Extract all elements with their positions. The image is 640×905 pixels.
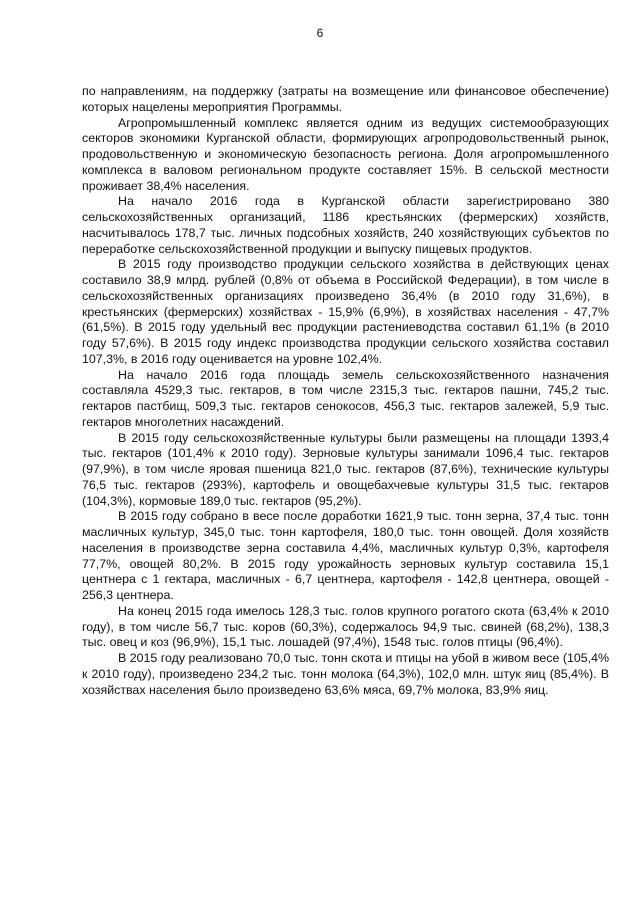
paragraph-registered-entities: На начало 2016 года в Курганской области зарегистрировано 380 сельскохозяйственных организаций, 1186 крестьянских (фермерских) хозяйств, насчитывалось 178,7 тыс. личных подсобных хозяйств, 240 хозяйствующих субъектов по переработке сельскохозяйственной продукции и выпуску пищевых продуктов. <box>82 194 609 256</box>
paragraph-intro-continuation: по направлениям, на поддержку (затраты на возмещение или финансовое обеспечение) которых нацелены мероприятия Программы. <box>82 84 609 114</box>
paragraph-agro-complex: Агропромышленный комплекс является одним из ведущих системообразующих секторов экономики Курганской области, формирующих агропродовольственный рынок, продовольственную и экономическую безопасность региона. Доля агропромышленного комплекса в валовом региональном продукте составляет 15%. В сельской местности проживает 38,4% населения. <box>82 115 609 193</box>
paragraph-production-2015: В 2015 году производство продукции сельского хозяйства в действующих ценах составило 38,9 млрд. рублей (0,8% от объема в Российской Федерации), в том числе в сельскохозяйственных организациях произведено 36,4% (в 2010 году 31,6%), в крестьянских (фермерских) хозяйствах - 15,9% (6,9%), в хозяйствах населения - 47,7% (61,5%). В 2015 году удельный вес продукции растениеводства составил 61,1% (в 2010 году 57,6%). В 2015 году индекс производства продукции сельского хозяйства составил 107,3%, в 2016 году оценивается на уровне 102,4%. <box>82 257 609 366</box>
page-number: 6 <box>316 26 324 40</box>
paragraph-harvest: В 2015 году собрано в весе после доработки 1621,9 тыс. тонн зерна, 37,4 тыс. тонн масличных культур, 345,0 тыс. тонн картофеля, 180,0 тыс. тонн овощей. Доля хозяйств населения в производстве зерна составила 4,4%, масличных культур 0,3%, картофеля 77,7%, овощей 80,2%. В 2015 году урожайность зерновых культур составила 15,1 центнера с 1 гектара, масличных - 6,7 центнера, картофеля - 142,8 центнера, овощей - 256,3 центнера. <box>82 509 609 602</box>
paragraph-livestock-output: В 2015 году реализовано 70,0 тыс. тонн скота и птицы на убой в живом весе (105,4% к 2010 году), произведено 234,2 тыс. тонн молока (64,3%), 102,0 млн. штук яиц (85,4%). В хозяйствах населения было произведено 63,6% мяса, 69,7% молока, 83,9% яиц. <box>82 651 609 697</box>
paragraph-livestock: На конец 2015 года имелось 128,3 тыс. голов крупного рогатого скота (63,4% к 2010 году), в том числе 56,7 тыс. коров (60,3%), содержалось 94,9 тыс. свиней (68,2%), 138,3 тыс. овец и коз (96,9%), 15,1 тыс. лошадей (97,4%), 1548 тыс. голов птицы (96,4%). <box>82 603 609 650</box>
document-body <box>82 84 609 698</box>
paragraph-land-area: На начало 2016 года площадь земель сельскохозяйственного назначения составляла 4529,3 тыс. гектаров, в том числе 2315,3 тыс. гектаров пашни, 745,2 тыс. гектаров пастбищ, 509,3 тыс. гектаров сенокосов, 456,3 тыс. гектаров залежей, 5,9 тыс. гектаров многолетних насаждений. <box>82 367 609 429</box>
paragraph-crop-area: В 2015 году сельскохозяйственные культуры были размещены на площади 1393,4 тыс. гектаров (101,4% к 2010 году). Зерновые культуры занимали 1096,4 тыс. гектаров (97,9%), в том числе яровая пшеница 821,0 тыс. гектаров (87,6%), технические культуры 76,5 тыс. гектаров (293%), картофель и овощебахчевые культуры 31,5 тыс. гектаров (104,3%), кормовые 189,0 тыс. гектаров (95,2%). <box>82 430 609 508</box>
